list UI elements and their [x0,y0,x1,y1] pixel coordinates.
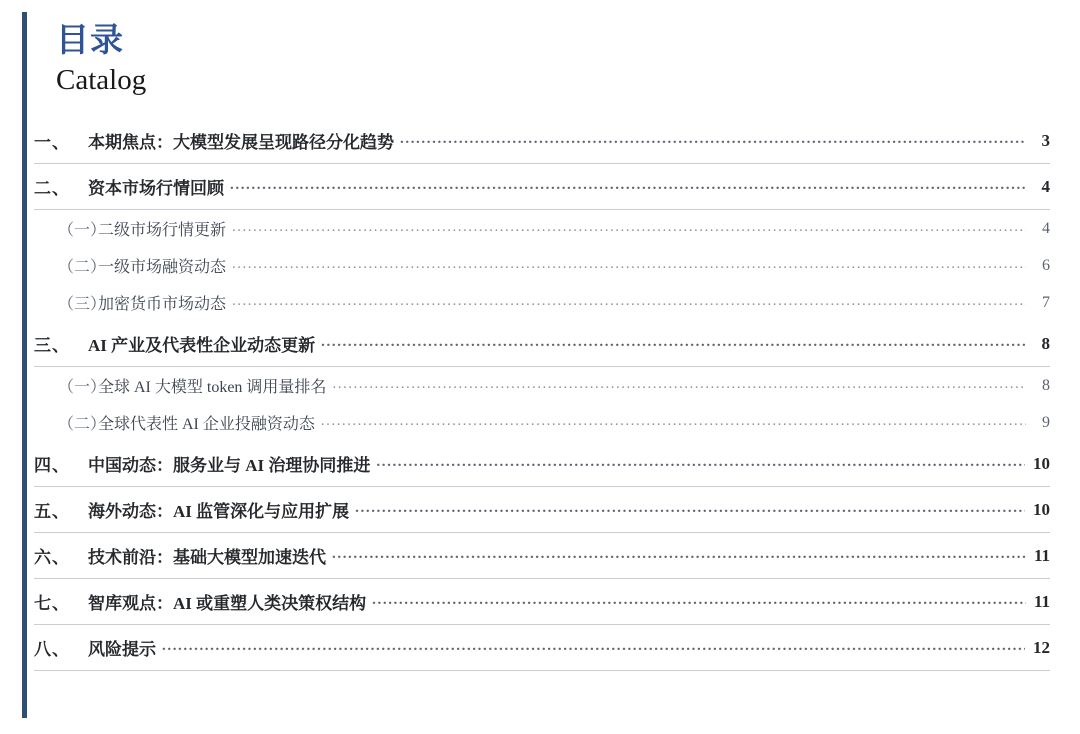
toc-entry-label: 技术前沿：基础大模型加速迭代 [88,548,326,567]
toc-entry-8[interactable] [34,625,1050,671]
toc-leader-dots [232,258,1026,274]
toc-leader-dots [232,221,1026,237]
toc-entry-label: 全球代表性 AI 企业投融资动态 [98,416,315,433]
toc-entry-number: 六、 [34,548,70,567]
toc-entry-page: 10 [1033,453,1050,473]
toc-leader-dots [400,132,1026,149]
toc-entry-7[interactable] [34,579,1050,625]
toc-leader-dots [321,415,1026,431]
toc-leader-dots [332,547,1026,564]
toc-entry-number: 二、 [34,179,70,198]
toc-entry-page: 7 [1042,293,1050,311]
toc-entry-page: 8 [1042,376,1050,394]
toc-entry-number: 三、 [34,336,70,355]
toc-leader-dots [376,455,1025,472]
toc-entry-label: 海外动态：AI 监管深化与应用扩展 [88,502,350,521]
toc-entry-number: 七、 [34,594,70,613]
toc-entry-page: 11 [1033,591,1050,611]
toc-entry-3[interactable] [34,321,1050,367]
toc-entry-label: 资本市场行情回顾 [88,179,224,198]
catalog-header [22,12,1054,98]
toc-entry-number: 四、 [34,456,70,475]
toc-entry-number: 五、 [34,502,70,521]
toc-entry-label: 二级市场行情更新 [98,222,227,239]
toc-entry-label: 加密货币市场动态 [98,296,227,313]
page-title-cn: 目录 [56,20,124,59]
toc-entry-page: 11 [1033,545,1050,565]
toc-entry-label: 一级市场融资动态 [98,259,227,276]
toc-entry-number: （二） [58,416,107,433]
toc-entry-label: AI 产业及代表性企业动态更新 [88,336,316,355]
toc-entry-2-1[interactable] [34,210,1050,247]
toc-entry-number: 一、 [34,133,70,152]
toc-entry-page: 8 [1041,333,1050,353]
page-title-en: Catalog [56,64,147,96]
toc-leader-dots [230,178,1026,195]
toc-entry-2-2[interactable] [34,247,1050,284]
toc-leader-dots [355,501,1025,518]
toc-entry-page: 3 [1041,130,1050,150]
toc-entry-page: 4 [1041,176,1050,196]
toc-entry-label: 风险提示 [88,640,156,659]
toc-entry-page: 10 [1033,499,1050,519]
toc-entry-5[interactable] [34,487,1050,533]
toc-leader-dots [372,593,1026,610]
toc-leader-dots [232,295,1026,311]
toc-leader-dots [321,335,1026,352]
toc-entry-page: 9 [1042,413,1050,431]
toc-entry-2-3[interactable] [34,284,1050,321]
toc-entry-number: （三） [58,296,107,313]
toc-entry-label: 全球 AI 大模型 token 调用量排名 [98,379,327,396]
toc-entry-label: 本期焦点：大模型发展呈现路径分化趋势 [88,133,394,152]
toc-entry-number: （二） [58,259,107,276]
toc-entry-3-2[interactable] [34,404,1050,441]
toc-entry-label: 中国动态：服务业与 AI 治理协同推进 [88,456,371,475]
toc-entry-number: （一） [58,379,107,396]
toc-entry-page: 4 [1042,219,1050,237]
toc-entry-4[interactable] [34,441,1050,487]
page-content [22,12,1054,671]
toc-entry-2[interactable] [34,164,1050,210]
toc-entry-3-1[interactable] [34,367,1050,404]
toc-entry-page: 6 [1042,256,1050,274]
table-of-contents [22,118,1054,671]
toc-leader-dots [162,639,1025,656]
toc-entry-label: 智库观点：AI 或重塑人类决策权结构 [88,594,367,613]
toc-entry-1[interactable] [34,118,1050,164]
toc-entry-number: 八、 [34,640,70,659]
toc-entry-6[interactable] [34,533,1050,579]
toc-entry-number: （一） [58,222,107,239]
toc-leader-dots [332,378,1026,394]
toc-entry-page: 12 [1033,637,1050,657]
